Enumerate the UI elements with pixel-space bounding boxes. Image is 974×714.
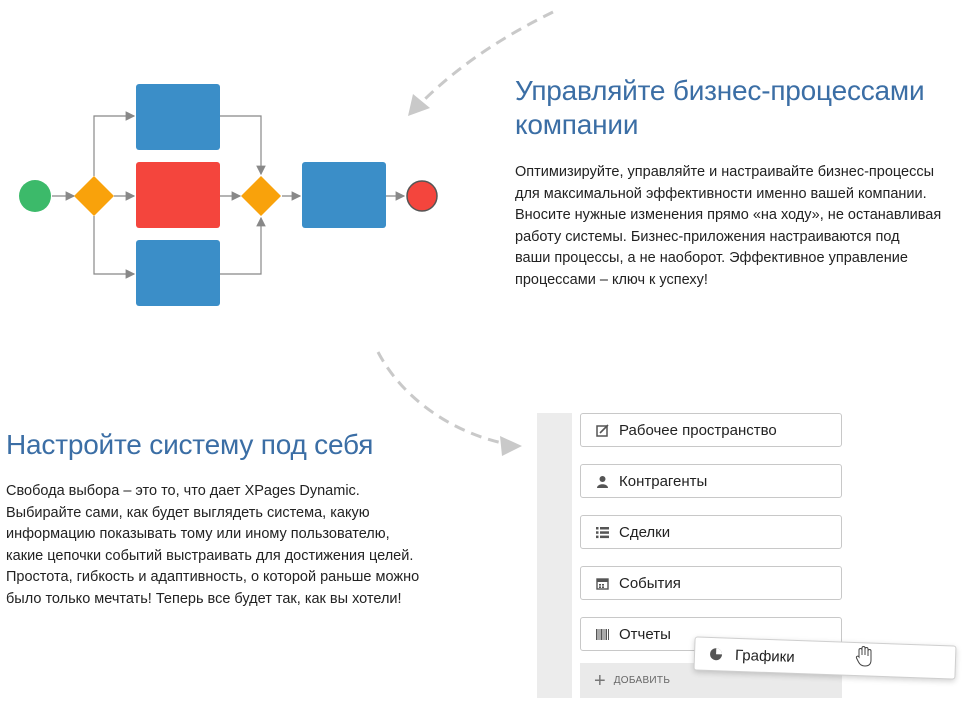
pie-chart-icon	[709, 647, 723, 661]
person-icon	[595, 474, 609, 488]
dragged-item-label: Графики	[734, 646, 795, 666]
menu-side-rail	[537, 413, 572, 698]
menu-item-contractors[interactable]	[580, 464, 842, 498]
process-diagram	[10, 76, 450, 316]
add-label: ДОБАВИТЬ	[613, 675, 671, 686]
gateway-join	[241, 176, 281, 216]
menu-item-deals[interactable]	[580, 515, 842, 549]
menu-item-workspace[interactable]	[580, 413, 842, 447]
task-final	[302, 162, 386, 228]
list-icon	[595, 525, 609, 539]
edit-icon	[595, 423, 609, 437]
calendar-icon	[595, 576, 609, 590]
section-title-customize: Настройте систему под себя	[6, 429, 374, 460]
menu-item-label: Контрагенты	[619, 472, 708, 490]
gateway-split	[74, 176, 114, 216]
menu-item-events[interactable]	[580, 566, 842, 600]
start-event	[19, 180, 51, 212]
barcode-icon	[595, 627, 609, 641]
end-event	[407, 181, 437, 211]
task-middle	[136, 162, 220, 228]
grab-hand-icon	[852, 644, 878, 670]
menu-item-label: Сделки	[619, 523, 671, 541]
section-title-processes: Управляйте бизнес-процессами компании	[515, 75, 925, 140]
task-bottom	[136, 240, 220, 306]
plus-icon: +	[594, 669, 606, 692]
section-text-processes: Оптимизируйте, управляйте и настраивайте бизнес-процессы для максимальной эффективности именно вашей компании. Вносите нужные изменения прямо «на ходу», не останавливая работу системы. Бизнес-приложения настраиваются под ваши процессы, а не наоборот. Эффективное управление процессами – ключ к успеху!	[515, 164, 942, 288]
menu-item-label: Рабочее пространство	[619, 421, 777, 439]
section-text-customize: Свобода выбора – это то, что дает XPages Dynamic. Выбирайте сами, как будет выглядеть система, какую информацию показывать тому или иному пользователю, какие цепочки событий выстраивать для достижения целей. Простота, гибкость и адаптивность, о которой раньше можно было только мечтать! Теперь все будет так, как вы хотели!	[6, 483, 420, 607]
task-top	[136, 84, 220, 150]
menu-item-label: События	[619, 574, 681, 592]
menu-item-label: Отчеты	[619, 625, 671, 643]
